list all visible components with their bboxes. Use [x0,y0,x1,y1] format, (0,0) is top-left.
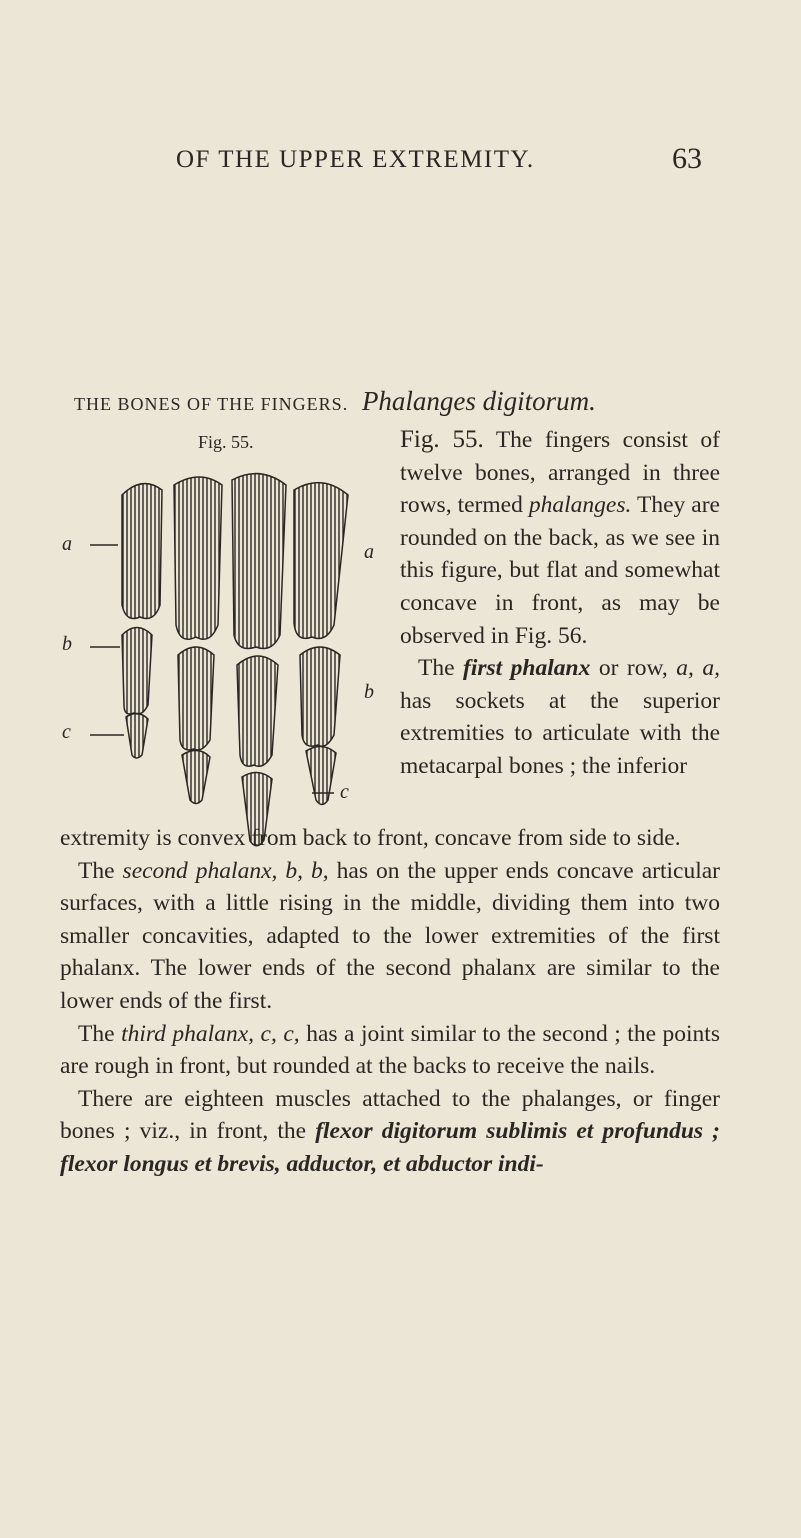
italic-run: second phalanx, b, b, [122,857,329,884]
lead-column [400,424,720,783]
label-c-left: c [62,721,71,743]
italic-run: flexor digitorum sublimis et profundus ; flexor longus et brevis, adductor, [60,1118,720,1177]
fig-reference: Fig. 55. [400,426,484,453]
text-run: The [418,655,464,682]
label-b-right: b [364,681,374,703]
section-heading [74,386,754,417]
body-text [60,822,720,1181]
text-run: or row, [590,655,677,682]
first-phalanges-row [122,474,348,649]
page-number: 63 [672,142,702,175]
figure-label: Fig. 55. [198,432,254,452]
text-run: They are rounded on the back, as we see in this figure, but flat and somewhat concave in front, as may be observed in Fig. 56. [400,492,720,649]
italic-run: phalanges. [528,492,632,519]
text-run: The [78,1020,122,1047]
phalanges-figure [62,455,412,875]
text-run: has a joint similar to the second ; the points are rough in front, but rounded at the backs to receive the nails. [60,1020,720,1080]
label-a-right: a [364,541,374,563]
text-run: The [78,857,123,884]
paragraph-first-phalanx-cont: extremity is convex from back to front, concave from side to side. [60,825,681,851]
label-a-left: a [62,533,72,555]
paragraph-second-phalanx [60,855,720,1018]
paragraph-fig-intro [400,424,720,652]
italic-run: et abductor indi- [383,1150,544,1177]
italic-run: first phalanx [463,655,591,682]
text-run: has on the upper ends concave articular surfaces, with a little rising in the middle, dividing them into two smaller concavities, adapted to the lower extremities of the first phalanx. The lower ends of the second phalanx are similar to the lower ends of the first. [60,857,720,1014]
paragraph-third-phalanx [60,1018,720,1083]
text-run: There are eighteen muscles attached to the phalanges, or finger bones ; viz., in front, the [60,1085,720,1145]
section-heading-caps: THE BONES OF THE FINGERS. [74,394,349,414]
italic-run: third phalanx, c, c, [121,1020,300,1047]
phalanges-illustration [82,455,412,875]
text-run: has sockets at the superior extremities to articulate with the metacarpal bones ; the inferior [400,687,720,779]
paragraph-muscles [60,1083,720,1181]
running-head-title: OF THE UPPER EXTREMITY. [176,146,535,173]
italic-run: a, a, [676,655,720,682]
section-heading-latin: Phalanges digitorum. [361,386,596,416]
label-b-left: b [62,633,72,655]
label-c-right: c [340,781,349,803]
text-run: The fingers consist of twelve bones, arranged in three rows, termed [400,427,720,519]
paragraph-first-phalanx [400,652,720,782]
second-phalanges-row [122,628,340,767]
